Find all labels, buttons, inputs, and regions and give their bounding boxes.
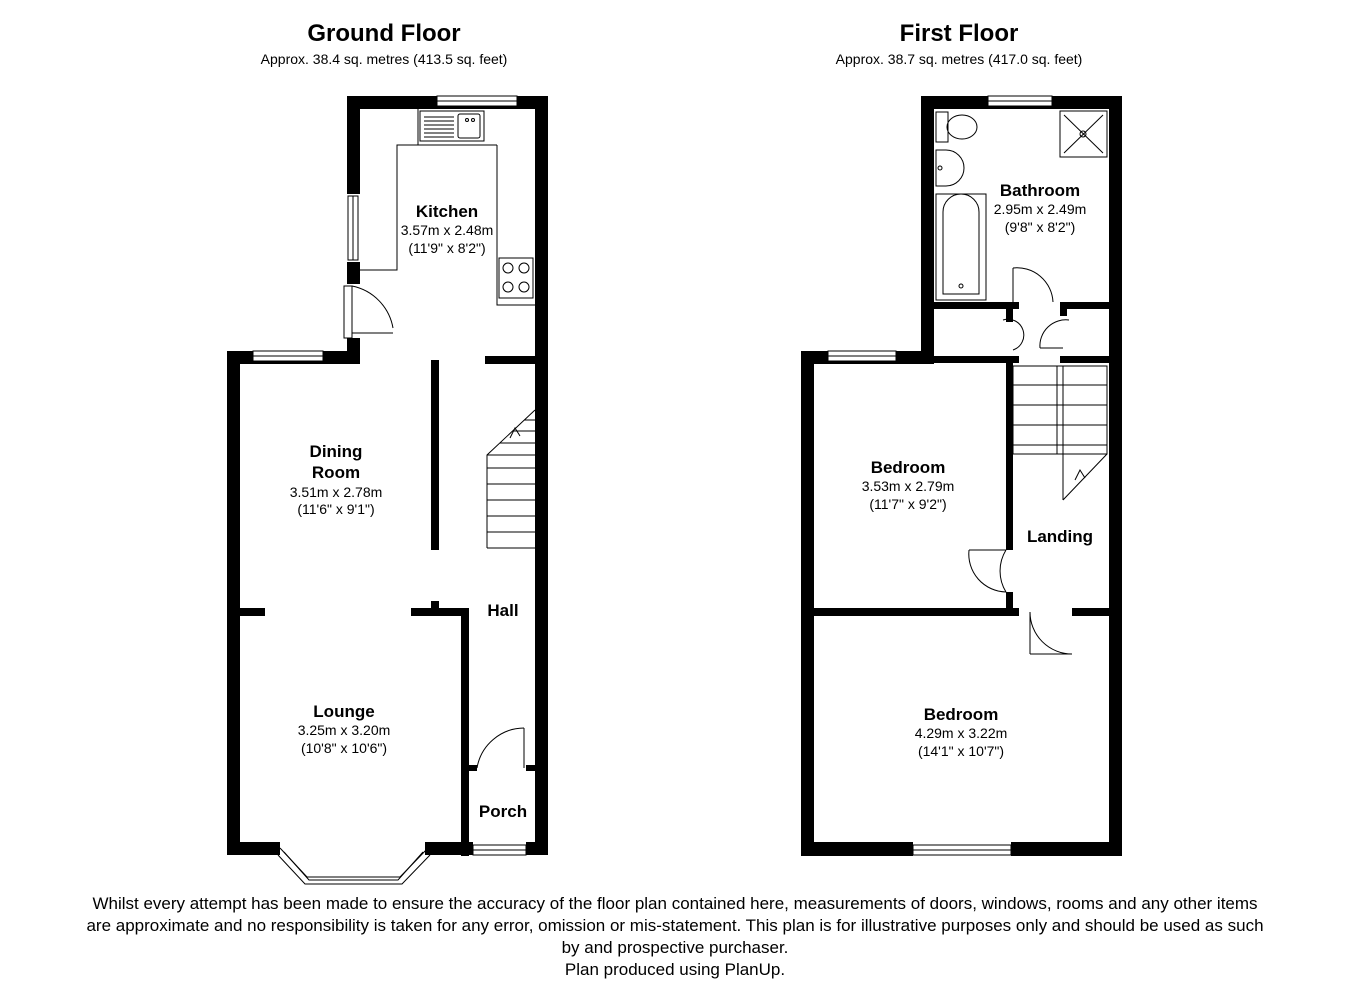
porch-wall-bottom-left bbox=[461, 842, 473, 855]
kitchen-hob bbox=[499, 258, 533, 298]
bedroom1-landing-partition bbox=[1006, 356, 1013, 550]
ground-floor-title: Ground Floor bbox=[307, 20, 461, 47]
kitchen-imperial: (11'9" x 8'2") bbox=[408, 239, 486, 256]
kitchen-wall-left-mid bbox=[347, 262, 360, 284]
shower bbox=[1060, 111, 1107, 157]
bathroom-metric: 2.95m x 2.49m bbox=[993, 201, 1087, 218]
room-label-porch bbox=[403, 801, 603, 822]
disclaimer-line-4: Plan produced using PlanUp. bbox=[564, 960, 786, 979]
toilet bbox=[936, 112, 977, 142]
cupboard-wall-2 bbox=[1060, 302, 1067, 316]
dining-name-line1: Dining bbox=[309, 442, 363, 461]
lounge-wall-bottom-left bbox=[227, 842, 280, 855]
bathroom-door-swing bbox=[1013, 268, 1053, 302]
bathroom-wall-bottom-left bbox=[921, 302, 1019, 309]
room-label-landing bbox=[960, 526, 1160, 547]
bathroom-wall-bottom-right bbox=[1060, 302, 1122, 309]
house-wall-left bbox=[227, 351, 240, 855]
disclaimer-line-2: are approximate and no responsibility is taken for any error, omission or mis-statement. This plan is for illustrative purposes only and should be used as such bbox=[86, 916, 1264, 935]
dining-imperial: (11'6" x 9'1") bbox=[297, 501, 375, 517]
kitchen-back-door bbox=[344, 286, 352, 338]
ground-stairs bbox=[487, 410, 535, 548]
cupboard-door-left bbox=[1003, 319, 1024, 350]
kitchen-metric: 3.57m x 2.48m bbox=[400, 222, 494, 239]
bathroom-imperial: (9'8" x 8'2") bbox=[1004, 218, 1076, 235]
dining-metric: 3.51m x 2.78m bbox=[289, 483, 383, 500]
bedroom1-metric: 3.53m x 2.79m bbox=[861, 478, 955, 495]
lounge-imperial: (10'8" x 10'6") bbox=[300, 739, 388, 756]
cupboard-left-bottom bbox=[921, 356, 1019, 363]
dining-name-line2: Room bbox=[311, 463, 361, 483]
bedroom2-wall-bottom-right bbox=[1011, 842, 1122, 856]
cupboard-door-right bbox=[1040, 320, 1069, 348]
disclaimer-line-3: by and prospective purchaser. bbox=[561, 938, 789, 957]
porch-wall-top-left bbox=[461, 765, 477, 771]
bedroom2-wall-bottom-left bbox=[801, 842, 913, 856]
disclaimer-line-1: Whilst every attempt has been made to ensure the accuracy of the floor plan contained here, measurements of doors, windows, rooms and any other items bbox=[92, 894, 1258, 913]
first-floor-title: First Floor bbox=[899, 20, 1019, 47]
room-label-lounge bbox=[244, 701, 444, 757]
porch-inner-door-swing bbox=[477, 728, 524, 768]
bedroom1-imperial: (11'7" x 9'2") bbox=[869, 495, 947, 512]
room-label-bedroom2 bbox=[861, 704, 1061, 760]
kitchen-wall-left-upper bbox=[347, 96, 360, 194]
house-wall-left-ff bbox=[801, 351, 814, 856]
cupboard-bottom bbox=[1060, 356, 1122, 363]
bedroom-divide-left bbox=[801, 608, 1019, 616]
bedroom2-door-swing bbox=[1030, 612, 1072, 654]
hall-wall-top bbox=[485, 356, 535, 364]
bedroom-divide-right bbox=[1072, 608, 1122, 616]
porch-wall-top-right bbox=[526, 765, 538, 771]
bathroom-name: Bathroom bbox=[999, 181, 1081, 200]
kitchen-name: Kitchen bbox=[415, 202, 479, 221]
kitchen-back-door-swing bbox=[352, 286, 393, 328]
porch-name: Porch bbox=[478, 802, 528, 821]
hall-name: Hall bbox=[487, 601, 519, 620]
room-label-dining bbox=[236, 441, 436, 519]
room-label-bedroom1 bbox=[808, 457, 1008, 513]
bedroom2-name: Bedroom bbox=[923, 705, 999, 724]
bedroom1-door-swing bbox=[1000, 550, 1006, 592]
bedroom1-name: Bedroom bbox=[870, 458, 946, 477]
first-floor-area: Approx. 38.7 sq. metres (417.0 sq. feet) bbox=[835, 51, 1083, 67]
room-label-bathroom bbox=[940, 180, 1140, 236]
disclaimer bbox=[0, 893, 1350, 981]
room-label-kitchen bbox=[347, 201, 547, 257]
lounge-name: Lounge bbox=[313, 702, 375, 721]
landing-name: Landing bbox=[1026, 527, 1094, 546]
porch-wall-bottom-right bbox=[526, 842, 548, 855]
landing-stairs bbox=[1013, 366, 1107, 500]
lounge-metric: 3.25m x 3.20m bbox=[297, 722, 391, 739]
dining-lounge-stub-left bbox=[227, 608, 265, 616]
ground-floor-area: Approx. 38.4 sq. metres (413.5 sq. feet) bbox=[260, 51, 508, 67]
bedroom2-metric: 4.29m x 3.22m bbox=[914, 725, 1008, 742]
bedroom2-imperial: (14'1" x 10'7") bbox=[917, 742, 1005, 759]
bathroom-wall-left bbox=[921, 96, 934, 358]
room-label-hall bbox=[403, 600, 603, 621]
